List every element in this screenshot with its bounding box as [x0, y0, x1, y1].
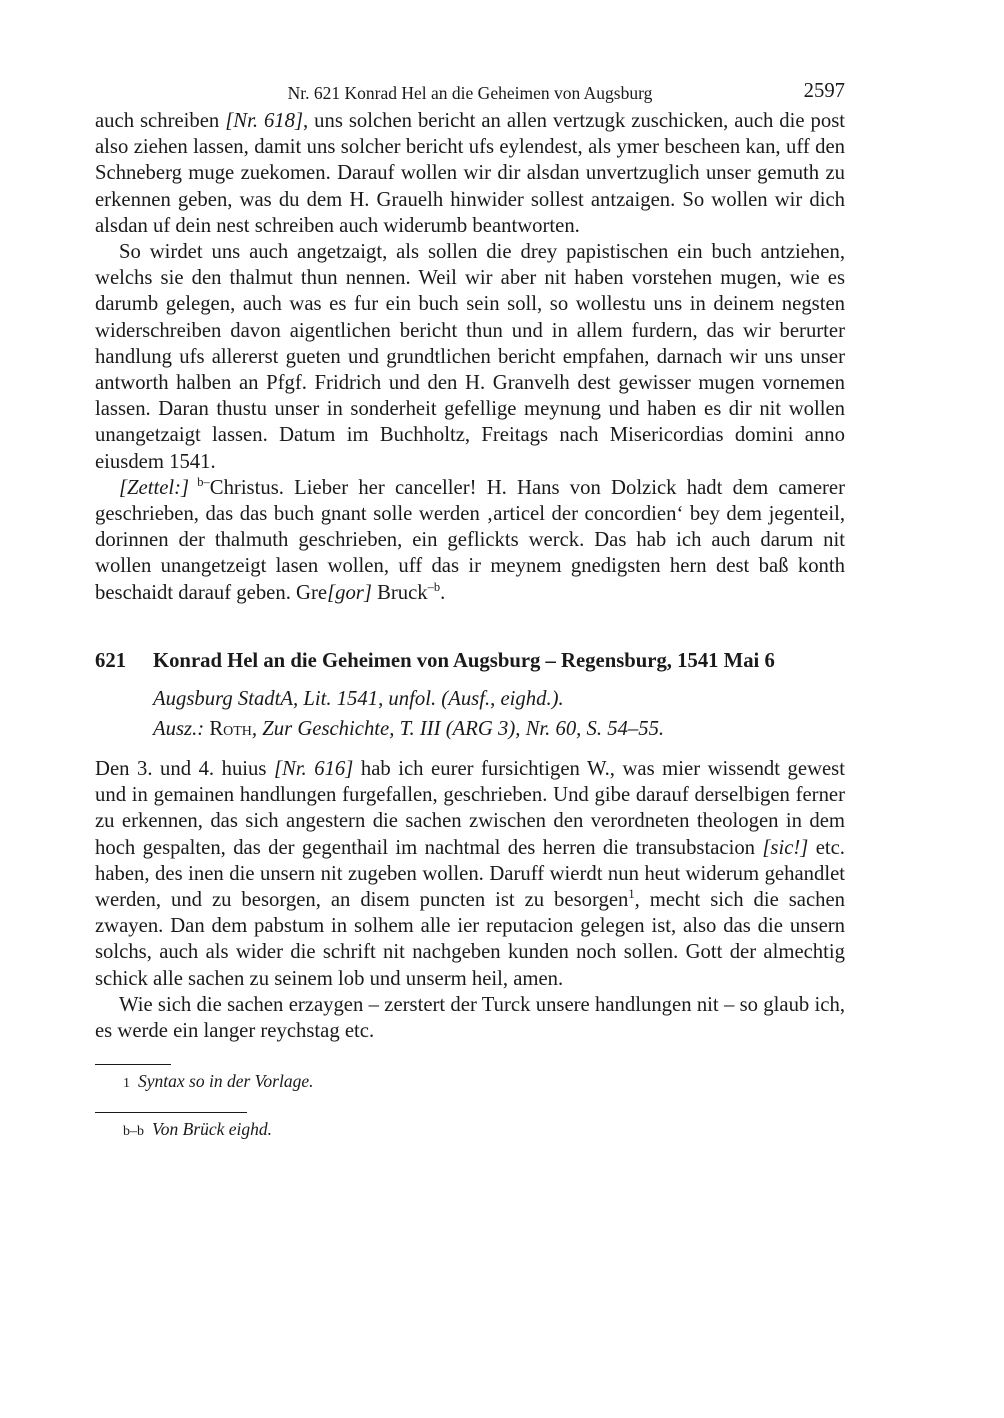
- print-source: Ausz.: Roth, Zur Geschichte, T. III (ARG 3), Nr. 60, S. 54–55.: [153, 718, 665, 741]
- previous-letter-paragraph-1: auch schreiben [Nr. 618], uns solchen bericht an allen vertzugk zuschicken, auch die post also ziehen lassen, damit uns solcher bericht ufs eylendest, als ymer bescheen kan, uff den Schneberg muge zuekomen. Darauf wollen wir dir alsdan unvertzuglich unser gemuth zu erkennen geben, was du dem H. Grauelh hinwider sollest antzaigen. So wollen wir dich alsdan uf dein nest schreiben auch widerumb beantworten.: [95, 110, 845, 237]
- textcritical-mark-close: –b: [427, 579, 441, 594]
- sic-note: [sic!]: [762, 836, 809, 859]
- archive-source: Augsburg StadtA, Lit. 1541, unfol. (Ausf., eighd.).: [153, 688, 564, 711]
- document-heading: [95, 648, 845, 674]
- footnote-b: b–b Von Brück eighd.: [123, 1119, 273, 1140]
- footnote-rule: [95, 1064, 171, 1065]
- textcritical-mark-open: b–: [189, 474, 210, 489]
- page-number: 2597: [803, 80, 845, 102]
- footnote-ref-1[interactable]: 1: [628, 887, 635, 902]
- postscript-paragraph: [Zettel:] $^{b-}$Christus. Lieber her canceller! H. Hans von Dolzick hadt dem camerer geschrieben, das das buch gnant solle werden ‚articel der concordien‘ bey dem jegenteil, dorinnen der thalmuth geschrieben, ein geflickts werck. Das hab ich auch darum nit wollen unangetzeigt lasen wollen, uff das ir meynem gnedigsten hern dest baß konth beschaidt darauf geben. Gre[gor] Bruck$^{-b}$.: [95, 474, 846, 604]
- textcritical-rule: [95, 1112, 247, 1113]
- letter-paragraph-2: Wie sich die sachen erzaygen – zerstert der Turck unsere handlungen nit – so glaub ich, es werde ein langer reychstag etc.: [95, 993, 845, 1043]
- source-references: [153, 684, 845, 744]
- page: [95, 78, 845, 1144]
- source-author: Roth: [209, 718, 252, 741]
- previous-letter-paragraph-2: So wirdet uns auch angetzaigt, als sollen die drey papistischen ein buch antziehen, welchs sie den thalmut thun nennen. Weil wir aber nit haben vorstehen mugen, wie es darumb gelegen, auch was es fur ein buch sein soll, so wollestu uns in deinem negsten widerschreiben davon aigentlichen bericht thun und in allem furdern, das wir berurter handlung ufs allererst gueten und grundtlichen bericht empfahen, darnach wir uns unser antworth halben an Pfgf. Fridrich und den H. Granvelh dest gewisser mugen vornemen lassen. Daran thustu unser in sonderheit gefellige meynung und haben es dir nit wollen unangetzaigt lassen. Datum im Buchholtz, Freitags nach Misericordias domini anno eiusdem 1541.: [95, 241, 845, 473]
- running-title: Nr. 621 Konrad Hel an die Geheimen von Augsburg: [287, 83, 653, 103]
- editorial-insertion: [gor]: [327, 581, 372, 604]
- document-title: Konrad Hel an die Geheimen von Augsburg – Regensburg, 1541 Mai 6: [153, 649, 775, 672]
- footnote-1: 1 Syntax so in der Vorlage.: [123, 1071, 314, 1092]
- letter-paragraph-1: Den 3. und 4. huius [Nr. 616] hab ich eurer fursichtigen W., was mier wissendt gewest und in gemainen handlungen furgefallen, geschrieben. Und gibe darauf derselbigen ferner zu erkennen, das sich angestern die sachen zwischen den verordneten theologen in dem hoch gespalten, das der gegenthail im nachtmal des herren die transubstacion [sic!] etc. haben, des inen die unsern nit zugeben wollen. Daruff wierdt nun heut widerum gehandlet werden, und zu besorgen, an disem puncten ist zu besorgen$^1$, mecht sich die sachen zwayen. Dan dem pabstum in solhem alle ier reputacion gelegen ist, also das die unsern solchs, auch als wider die schrift nit nachgeben kunden noch sollen. Gott der almechtig schick alle sachen zu seinem lob und unserm heil, amen.: [95, 758, 845, 990]
- cross-reference: [Nr. 616]: [273, 758, 354, 781]
- running-head: [95, 78, 845, 108]
- cross-reference: [Nr. 618]: [225, 110, 304, 132]
- editorial-label: [Zettel:]: [119, 476, 190, 499]
- document-number: 621: [95, 649, 127, 672]
